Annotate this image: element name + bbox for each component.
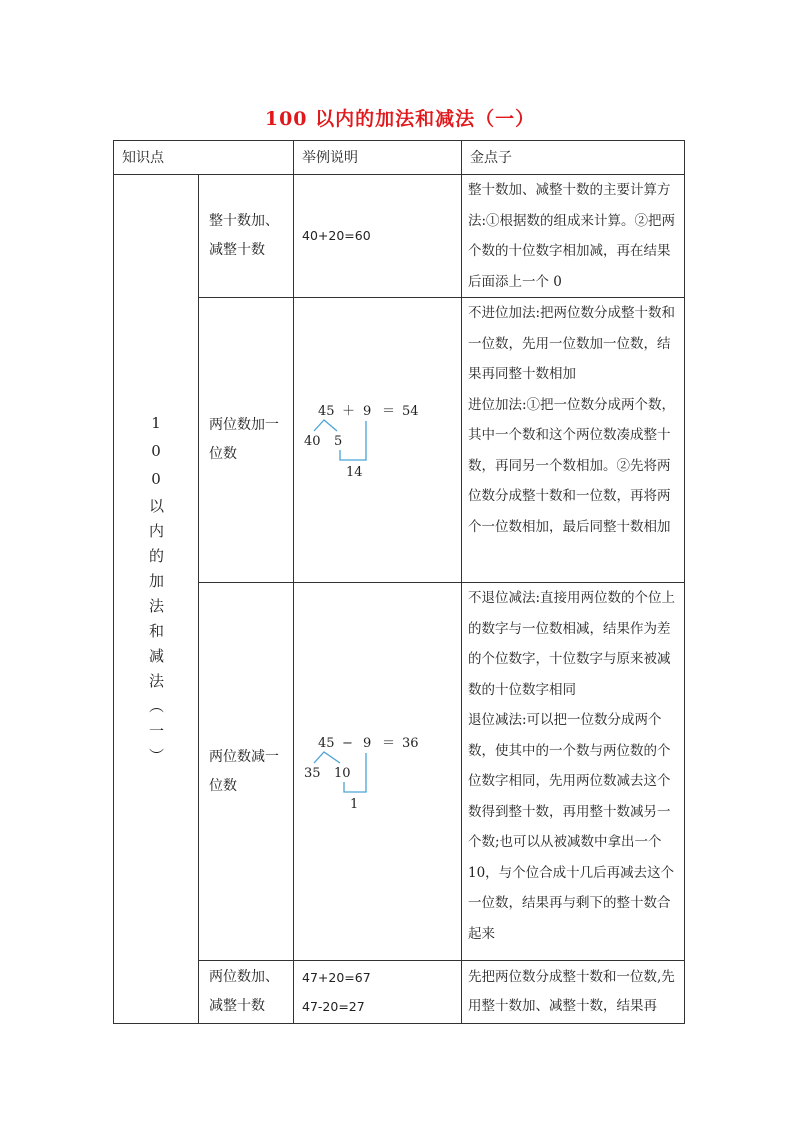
- partial-difference: 1: [350, 796, 359, 812]
- partial-sum: 14: [346, 465, 363, 480]
- addition-decomposition-diagram: [302, 400, 442, 480]
- header-example: 举例说明: [294, 141, 462, 175]
- side-category-label: [114, 175, 199, 1024]
- tip-cell: 不进位加法:把两位数分成整十数和一位数，先用一位数加一位数，结果再同整十数相加 进位加法:①把一位数分成两个数，其中一个数和这个两位数凑成整十数，再同另一个数相加。②先将两位数分成整十数和一位数，再将两个一位数相加，最后同整十数相加: [462, 298, 685, 583]
- topic-cell: 两位数加、减整十数: [199, 961, 294, 1024]
- result: 54: [402, 404, 419, 419]
- side-category-text: 100以内的加法和减法（一）: [147, 413, 165, 773]
- operand-a: 45: [318, 735, 335, 751]
- example-cell: 40+20=60: [294, 175, 462, 298]
- operand-a: 45: [318, 404, 335, 419]
- split-branch: [314, 420, 337, 431]
- example-cell: [294, 583, 462, 961]
- topic-cell: 两位数加一位数: [199, 298, 294, 583]
- operator: −: [342, 735, 353, 751]
- subtraction-decomposition-diagram: [302, 732, 442, 812]
- tip-cell: 整十数加、减整十数的主要计算方法:①根据数的组成来计算。②把两个数的十位数字相加减，再在结果后面添上一个 0: [462, 175, 685, 298]
- table-row: [114, 175, 685, 298]
- example-line: 47+20=67: [302, 970, 371, 985]
- result: 36: [402, 735, 419, 751]
- example-cell: [294, 961, 462, 1024]
- example-line: 47-20=27: [302, 999, 365, 1014]
- document-title: 100 以内的加法和减法（一）: [264, 108, 536, 130]
- table-row: [114, 298, 685, 583]
- combine-bracket: [340, 421, 366, 460]
- equals-sign: ＝: [382, 735, 396, 751]
- split-left: 40: [304, 434, 321, 449]
- example-cell: [294, 298, 462, 583]
- split-right: 5: [334, 434, 343, 449]
- split-left: 35: [304, 765, 321, 781]
- tip-cell: 不退位减法:直接用两位数的个位上的数字与一位数相减，结果作为差的个位数字，十位数字与原来被减数的十位数字相同 退位减法:可以把一位数分成两个数，使其中的一个数与两位数的个位数字相同，先用两位数减去这个数得到整十数，再用整十数减另一个数;也可以从被减数中拿出一个10，与个位合成十几后再减去这个一位数，结果再与剩下的整十数合起来: [462, 583, 685, 961]
- operand-b: 9: [363, 404, 372, 419]
- table-row: [114, 583, 685, 961]
- operator: ＋: [342, 404, 356, 419]
- split-branch: [314, 752, 340, 763]
- table-header-row: [114, 141, 685, 175]
- header-knowledge-point: 知识点: [114, 141, 294, 175]
- topic-cell: 整十数加、减整十数: [199, 175, 294, 298]
- equals-sign: ＝: [382, 404, 396, 419]
- topic-cell: 两位数减一位数: [199, 583, 294, 961]
- tip-cell: 先把两位数分成整十数和一位数,先用整十数加、减整十数，结果再: [462, 961, 685, 1024]
- header-tips: 金点子: [462, 141, 685, 175]
- table-row: [114, 961, 685, 1024]
- split-right: 10: [334, 765, 351, 781]
- knowledge-table: [113, 140, 685, 1024]
- operand-b: 9: [363, 735, 372, 751]
